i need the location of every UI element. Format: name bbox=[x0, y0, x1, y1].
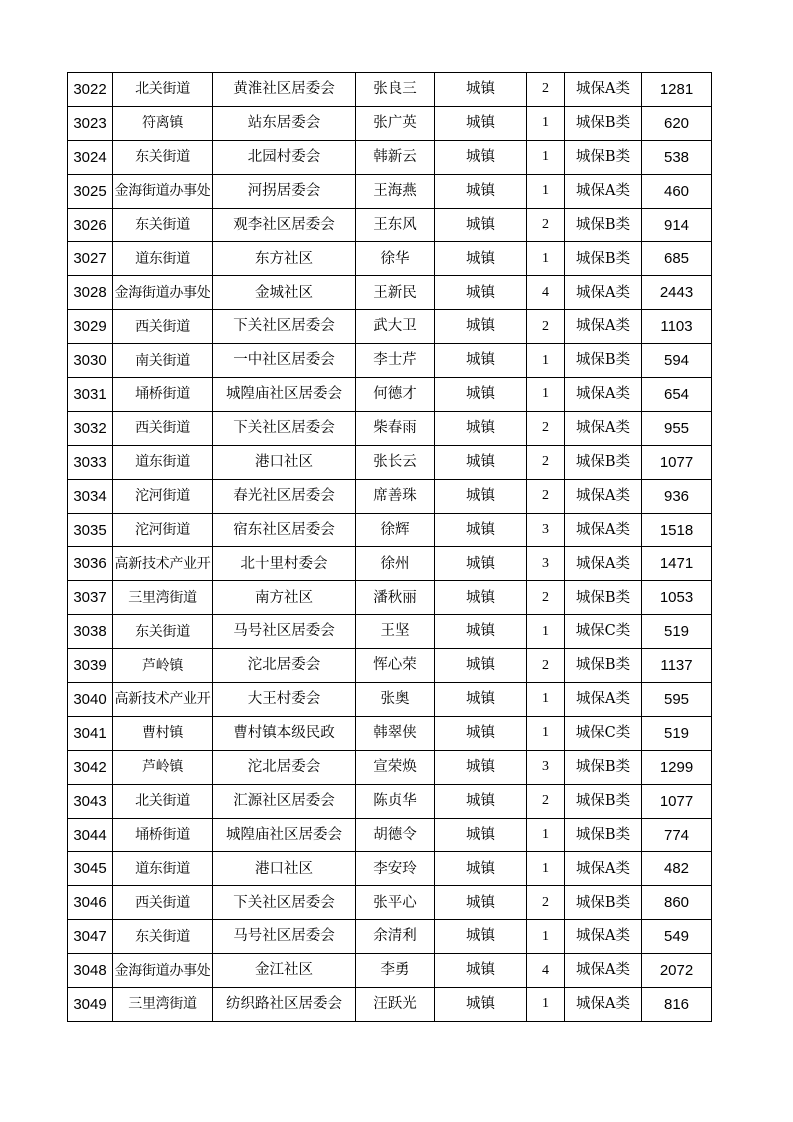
table-row bbox=[68, 140, 712, 174]
amount-cell: 914 bbox=[642, 208, 712, 242]
street-office-cell: 沱河街道 bbox=[113, 479, 213, 513]
community-cell: 城隍庙社区居委会 bbox=[213, 818, 356, 852]
table-row bbox=[68, 886, 712, 920]
household-size-cell: 2 bbox=[527, 73, 565, 107]
household-size-cell: 1 bbox=[527, 988, 565, 1022]
area-type-cell: 城镇 bbox=[435, 479, 527, 513]
insurance-class-cell: 城保A类 bbox=[565, 378, 642, 412]
area-type-cell: 城镇 bbox=[435, 208, 527, 242]
table-row bbox=[68, 547, 712, 581]
amount-cell: 1281 bbox=[642, 73, 712, 107]
record-id-cell: 3049 bbox=[68, 988, 113, 1022]
insurance-class-cell: 城保A类 bbox=[565, 276, 642, 310]
household-size-cell: 1 bbox=[527, 140, 565, 174]
person-name-cell: 席善珠 bbox=[356, 479, 435, 513]
person-name-cell: 武大卫 bbox=[356, 310, 435, 344]
insurance-class-cell: 城保B类 bbox=[565, 649, 642, 683]
insurance-class-cell: 城保C类 bbox=[565, 716, 642, 750]
street-office-cell: 东关街道 bbox=[113, 140, 213, 174]
person-name-cell: 张奥 bbox=[356, 683, 435, 717]
street-office-cell: 高新技术产业开 bbox=[113, 683, 213, 717]
amount-cell: 538 bbox=[642, 140, 712, 174]
amount-cell: 2443 bbox=[642, 276, 712, 310]
table-row bbox=[68, 106, 712, 140]
community-cell: 站东居委会 bbox=[213, 106, 356, 140]
area-type-cell: 城镇 bbox=[435, 615, 527, 649]
household-size-cell: 2 bbox=[527, 649, 565, 683]
table-row bbox=[68, 479, 712, 513]
area-type-cell: 城镇 bbox=[435, 852, 527, 886]
person-name-cell: 张长云 bbox=[356, 445, 435, 479]
area-type-cell: 城镇 bbox=[435, 547, 527, 581]
table-row bbox=[68, 174, 712, 208]
record-id-cell: 3040 bbox=[68, 683, 113, 717]
insurance-class-cell: 城保A类 bbox=[565, 310, 642, 344]
household-size-cell: 1 bbox=[527, 344, 565, 378]
street-office-cell: 北关街道 bbox=[113, 73, 213, 107]
street-office-cell: 道东街道 bbox=[113, 852, 213, 886]
amount-cell: 519 bbox=[642, 716, 712, 750]
insurance-class-cell: 城保A类 bbox=[565, 73, 642, 107]
street-office-cell: 道东街道 bbox=[113, 445, 213, 479]
street-office-cell: 曹村镇 bbox=[113, 716, 213, 750]
household-size-cell: 2 bbox=[527, 479, 565, 513]
amount-cell: 936 bbox=[642, 479, 712, 513]
area-type-cell: 城镇 bbox=[435, 784, 527, 818]
street-office-cell: 金海街道办事处 bbox=[113, 954, 213, 988]
street-office-cell: 芦岭镇 bbox=[113, 750, 213, 784]
street-office-cell: 西关街道 bbox=[113, 310, 213, 344]
household-size-cell: 1 bbox=[527, 852, 565, 886]
street-office-cell: 东关街道 bbox=[113, 208, 213, 242]
person-name-cell: 王坚 bbox=[356, 615, 435, 649]
household-size-cell: 2 bbox=[527, 445, 565, 479]
table-row bbox=[68, 954, 712, 988]
amount-cell: 816 bbox=[642, 988, 712, 1022]
community-cell: 纺织路社区居委会 bbox=[213, 988, 356, 1022]
table-row bbox=[68, 242, 712, 276]
area-type-cell: 城镇 bbox=[435, 73, 527, 107]
amount-cell: 1137 bbox=[642, 649, 712, 683]
insurance-class-cell: 城保C类 bbox=[565, 615, 642, 649]
record-id-cell: 3028 bbox=[68, 276, 113, 310]
amount-cell: 1077 bbox=[642, 445, 712, 479]
community-cell: 宿东社区居委会 bbox=[213, 513, 356, 547]
insurance-class-cell: 城保A类 bbox=[565, 988, 642, 1022]
person-name-cell: 恽心荣 bbox=[356, 649, 435, 683]
amount-cell: 654 bbox=[642, 378, 712, 412]
record-id-cell: 3043 bbox=[68, 784, 113, 818]
person-name-cell: 潘秋丽 bbox=[356, 581, 435, 615]
insurance-class-cell: 城保B类 bbox=[565, 140, 642, 174]
amount-cell: 460 bbox=[642, 174, 712, 208]
person-name-cell: 王新民 bbox=[356, 276, 435, 310]
record-id-cell: 3030 bbox=[68, 344, 113, 378]
table-row bbox=[68, 988, 712, 1022]
record-id-cell: 3035 bbox=[68, 513, 113, 547]
area-type-cell: 城镇 bbox=[435, 276, 527, 310]
person-name-cell: 张广英 bbox=[356, 106, 435, 140]
street-office-cell: 埇桥街道 bbox=[113, 818, 213, 852]
table-row bbox=[68, 344, 712, 378]
amount-cell: 774 bbox=[642, 818, 712, 852]
community-cell: 春光社区居委会 bbox=[213, 479, 356, 513]
insurance-class-cell: 城保A类 bbox=[565, 954, 642, 988]
street-office-cell: 南关街道 bbox=[113, 344, 213, 378]
area-type-cell: 城镇 bbox=[435, 683, 527, 717]
insurance-class-cell: 城保A类 bbox=[565, 479, 642, 513]
insurance-class-cell: 城保B类 bbox=[565, 784, 642, 818]
area-type-cell: 城镇 bbox=[435, 513, 527, 547]
amount-cell: 1103 bbox=[642, 310, 712, 344]
household-size-cell: 2 bbox=[527, 886, 565, 920]
insurance-class-cell: 城保A类 bbox=[565, 920, 642, 954]
person-name-cell: 李勇 bbox=[356, 954, 435, 988]
table-row bbox=[68, 208, 712, 242]
record-id-cell: 3039 bbox=[68, 649, 113, 683]
household-size-cell: 2 bbox=[527, 310, 565, 344]
community-cell: 城隍庙社区居委会 bbox=[213, 378, 356, 412]
household-size-cell: 1 bbox=[527, 106, 565, 140]
street-office-cell: 符离镇 bbox=[113, 106, 213, 140]
household-size-cell: 1 bbox=[527, 920, 565, 954]
insurance-class-cell: 城保A类 bbox=[565, 852, 642, 886]
record-id-cell: 3029 bbox=[68, 310, 113, 344]
table-row bbox=[68, 818, 712, 852]
person-name-cell: 徐华 bbox=[356, 242, 435, 276]
area-type-cell: 城镇 bbox=[435, 378, 527, 412]
street-office-cell: 高新技术产业开 bbox=[113, 547, 213, 581]
record-id-cell: 3031 bbox=[68, 378, 113, 412]
table-row bbox=[68, 581, 712, 615]
household-size-cell: 3 bbox=[527, 750, 565, 784]
record-id-cell: 3024 bbox=[68, 140, 113, 174]
person-name-cell: 胡德令 bbox=[356, 818, 435, 852]
record-id-cell: 3026 bbox=[68, 208, 113, 242]
area-type-cell: 城镇 bbox=[435, 242, 527, 276]
person-name-cell: 张良三 bbox=[356, 73, 435, 107]
community-cell: 一中社区居委会 bbox=[213, 344, 356, 378]
area-type-cell: 城镇 bbox=[435, 344, 527, 378]
record-id-cell: 3022 bbox=[68, 73, 113, 107]
person-name-cell: 李士芹 bbox=[356, 344, 435, 378]
table-row bbox=[68, 513, 712, 547]
person-name-cell: 李安玲 bbox=[356, 852, 435, 886]
community-cell: 北园村委会 bbox=[213, 140, 356, 174]
record-id-cell: 3047 bbox=[68, 920, 113, 954]
insurance-class-cell: 城保B类 bbox=[565, 106, 642, 140]
amount-cell: 620 bbox=[642, 106, 712, 140]
community-cell: 马号社区居委会 bbox=[213, 615, 356, 649]
table-row bbox=[68, 445, 712, 479]
person-name-cell: 王东风 bbox=[356, 208, 435, 242]
insurance-class-cell: 城保B类 bbox=[565, 445, 642, 479]
household-size-cell: 2 bbox=[527, 208, 565, 242]
person-name-cell: 柴春雨 bbox=[356, 411, 435, 445]
community-cell: 金城社区 bbox=[213, 276, 356, 310]
table-row bbox=[68, 784, 712, 818]
table-row bbox=[68, 615, 712, 649]
table-row bbox=[68, 411, 712, 445]
community-cell: 港口社区 bbox=[213, 445, 356, 479]
insurance-class-cell: 城保A类 bbox=[565, 547, 642, 581]
amount-cell: 955 bbox=[642, 411, 712, 445]
community-cell: 黄淮社区居委会 bbox=[213, 73, 356, 107]
community-cell: 沱北居委会 bbox=[213, 750, 356, 784]
community-cell: 南方社区 bbox=[213, 581, 356, 615]
street-office-cell: 西关街道 bbox=[113, 411, 213, 445]
record-id-cell: 3041 bbox=[68, 716, 113, 750]
record-id-cell: 3045 bbox=[68, 852, 113, 886]
street-office-cell: 东关街道 bbox=[113, 615, 213, 649]
insurance-class-cell: 城保A类 bbox=[565, 174, 642, 208]
household-size-cell: 2 bbox=[527, 581, 565, 615]
person-name-cell: 汪跃光 bbox=[356, 988, 435, 1022]
insurance-class-cell: 城保B类 bbox=[565, 242, 642, 276]
household-size-cell: 1 bbox=[527, 242, 565, 276]
community-cell: 北十里村委会 bbox=[213, 547, 356, 581]
household-size-cell: 4 bbox=[527, 276, 565, 310]
table-row bbox=[68, 649, 712, 683]
community-cell: 金江社区 bbox=[213, 954, 356, 988]
community-cell: 大王村委会 bbox=[213, 683, 356, 717]
record-id-cell: 3044 bbox=[68, 818, 113, 852]
household-size-cell: 1 bbox=[527, 378, 565, 412]
insurance-class-cell: 城保B类 bbox=[565, 750, 642, 784]
street-office-cell: 沱河街道 bbox=[113, 513, 213, 547]
community-cell: 港口社区 bbox=[213, 852, 356, 886]
table-row bbox=[68, 852, 712, 886]
record-id-cell: 3023 bbox=[68, 106, 113, 140]
record-id-cell: 3048 bbox=[68, 954, 113, 988]
amount-cell: 594 bbox=[642, 344, 712, 378]
area-type-cell: 城镇 bbox=[435, 649, 527, 683]
area-type-cell: 城镇 bbox=[435, 445, 527, 479]
table-row bbox=[68, 378, 712, 412]
amount-cell: 1077 bbox=[642, 784, 712, 818]
street-office-cell: 三里湾街道 bbox=[113, 988, 213, 1022]
person-name-cell: 徐辉 bbox=[356, 513, 435, 547]
table-body bbox=[68, 73, 712, 1022]
person-name-cell: 韩新云 bbox=[356, 140, 435, 174]
record-id-cell: 3042 bbox=[68, 750, 113, 784]
table-row bbox=[68, 920, 712, 954]
community-cell: 马号社区居委会 bbox=[213, 920, 356, 954]
household-size-cell: 1 bbox=[527, 716, 565, 750]
household-size-cell: 3 bbox=[527, 547, 565, 581]
record-id-cell: 3046 bbox=[68, 886, 113, 920]
area-type-cell: 城镇 bbox=[435, 106, 527, 140]
amount-cell: 1518 bbox=[642, 513, 712, 547]
amount-cell: 1471 bbox=[642, 547, 712, 581]
area-type-cell: 城镇 bbox=[435, 581, 527, 615]
record-id-cell: 3037 bbox=[68, 581, 113, 615]
area-type-cell: 城镇 bbox=[435, 750, 527, 784]
household-size-cell: 3 bbox=[527, 513, 565, 547]
table-row bbox=[68, 276, 712, 310]
community-cell: 河拐居委会 bbox=[213, 174, 356, 208]
household-size-cell: 2 bbox=[527, 784, 565, 818]
record-id-cell: 3036 bbox=[68, 547, 113, 581]
community-cell: 下关社区居委会 bbox=[213, 886, 356, 920]
table-row bbox=[68, 310, 712, 344]
street-office-cell: 埇桥街道 bbox=[113, 378, 213, 412]
person-name-cell: 余清利 bbox=[356, 920, 435, 954]
street-office-cell: 芦岭镇 bbox=[113, 649, 213, 683]
community-cell: 下关社区居委会 bbox=[213, 411, 356, 445]
community-cell: 汇源社区居委会 bbox=[213, 784, 356, 818]
area-type-cell: 城镇 bbox=[435, 818, 527, 852]
street-office-cell: 北关街道 bbox=[113, 784, 213, 818]
area-type-cell: 城镇 bbox=[435, 716, 527, 750]
record-id-cell: 3038 bbox=[68, 615, 113, 649]
area-type-cell: 城镇 bbox=[435, 140, 527, 174]
record-id-cell: 3034 bbox=[68, 479, 113, 513]
person-name-cell: 何德才 bbox=[356, 378, 435, 412]
area-type-cell: 城镇 bbox=[435, 920, 527, 954]
street-office-cell: 金海街道办事处 bbox=[113, 174, 213, 208]
table-row bbox=[68, 716, 712, 750]
amount-cell: 595 bbox=[642, 683, 712, 717]
insurance-class-cell: 城保A类 bbox=[565, 683, 642, 717]
household-size-cell: 1 bbox=[527, 683, 565, 717]
person-name-cell: 徐州 bbox=[356, 547, 435, 581]
area-type-cell: 城镇 bbox=[435, 174, 527, 208]
community-cell: 下关社区居委会 bbox=[213, 310, 356, 344]
amount-cell: 482 bbox=[642, 852, 712, 886]
insurance-class-cell: 城保B类 bbox=[565, 886, 642, 920]
area-type-cell: 城镇 bbox=[435, 988, 527, 1022]
insurance-class-cell: 城保B类 bbox=[565, 344, 642, 378]
insurance-class-cell: 城保B类 bbox=[565, 581, 642, 615]
area-type-cell: 城镇 bbox=[435, 411, 527, 445]
records-table bbox=[67, 72, 712, 1022]
person-name-cell: 张平心 bbox=[356, 886, 435, 920]
street-office-cell: 三里湾街道 bbox=[113, 581, 213, 615]
community-cell: 沱北居委会 bbox=[213, 649, 356, 683]
insurance-class-cell: 城保A类 bbox=[565, 513, 642, 547]
record-id-cell: 3032 bbox=[68, 411, 113, 445]
amount-cell: 2072 bbox=[642, 954, 712, 988]
person-name-cell: 韩翠侠 bbox=[356, 716, 435, 750]
person-name-cell: 宣荣焕 bbox=[356, 750, 435, 784]
area-type-cell: 城镇 bbox=[435, 886, 527, 920]
record-id-cell: 3033 bbox=[68, 445, 113, 479]
insurance-class-cell: 城保B类 bbox=[565, 208, 642, 242]
person-name-cell: 王海燕 bbox=[356, 174, 435, 208]
household-size-cell: 2 bbox=[527, 411, 565, 445]
table-row bbox=[68, 73, 712, 107]
area-type-cell: 城镇 bbox=[435, 310, 527, 344]
amount-cell: 860 bbox=[642, 886, 712, 920]
person-name-cell: 陈贞华 bbox=[356, 784, 435, 818]
street-office-cell: 西关街道 bbox=[113, 886, 213, 920]
household-size-cell: 1 bbox=[527, 818, 565, 852]
amount-cell: 549 bbox=[642, 920, 712, 954]
street-office-cell: 东关街道 bbox=[113, 920, 213, 954]
insurance-class-cell: 城保B类 bbox=[565, 818, 642, 852]
community-cell: 东方社区 bbox=[213, 242, 356, 276]
amount-cell: 519 bbox=[642, 615, 712, 649]
street-office-cell: 道东街道 bbox=[113, 242, 213, 276]
table-row bbox=[68, 750, 712, 784]
record-id-cell: 3027 bbox=[68, 242, 113, 276]
record-id-cell: 3025 bbox=[68, 174, 113, 208]
area-type-cell: 城镇 bbox=[435, 954, 527, 988]
amount-cell: 1299 bbox=[642, 750, 712, 784]
household-size-cell: 1 bbox=[527, 615, 565, 649]
household-size-cell: 4 bbox=[527, 954, 565, 988]
street-office-cell: 金海街道办事处 bbox=[113, 276, 213, 310]
table-row bbox=[68, 683, 712, 717]
insurance-class-cell: 城保A类 bbox=[565, 411, 642, 445]
amount-cell: 1053 bbox=[642, 581, 712, 615]
household-size-cell: 1 bbox=[527, 174, 565, 208]
amount-cell: 685 bbox=[642, 242, 712, 276]
community-cell: 观李社区居委会 bbox=[213, 208, 356, 242]
community-cell: 曹村镇本级民政 bbox=[213, 716, 356, 750]
